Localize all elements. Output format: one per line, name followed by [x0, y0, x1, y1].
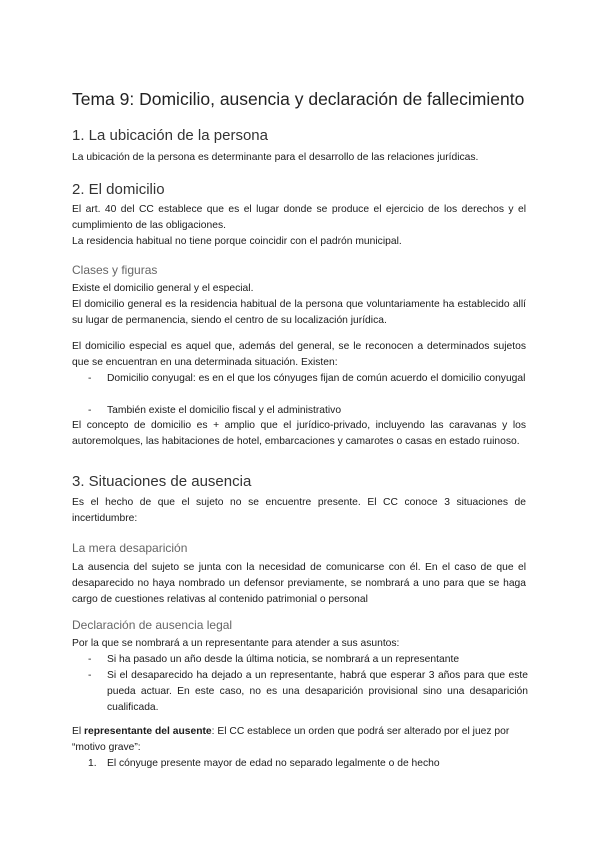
- paragraph: [72, 724, 526, 756]
- list-item: [88, 403, 528, 419]
- list-item-text: El cónyuge presente mayor de edad no separado legalmente o de hecho: [107, 758, 440, 769]
- list-item-text: Domicilio conyugal: es en el que los cónyuges fijan de común acuerdo el domicilio conyugal: [107, 373, 526, 384]
- list-item-text: Si ha pasado un año desde la última noticia, se nombrará a un representante: [107, 654, 460, 665]
- list-number: 1.: [88, 758, 97, 769]
- text-prefix: El: [72, 726, 85, 737]
- list-item: [88, 668, 528, 716]
- subheading-mera-desaparicion: La mera desaparición: [72, 541, 188, 555]
- paragraph: Existe el domicilio general y el especial.: [72, 283, 254, 294]
- text-rest: : El CC establece un orden que podrá ser alterado por el juez por “motivo grave”:: [72, 726, 510, 753]
- bullet-marker: -: [88, 670, 92, 681]
- list-item: [88, 652, 528, 668]
- section-heading-ubicacion: 1. La ubicación de la persona: [72, 127, 268, 144]
- paragraph: Es el hecho de que el sujeto no se encuentre presente. El CC conoce 3 situaciones de incertidumbre:: [72, 497, 526, 524]
- section-heading-domicilio: 2. El domicilio: [72, 181, 165, 198]
- paragraph: El concepto de domicilio es + amplio que el jurídico-privado, incluyendo las caravanas y los autoremolques, las habitaciones de hotel, embarcaciones y camarotes o casas en estado ruinoso.: [72, 420, 526, 447]
- paragraph: Por la que se nombrará a un representante para atender a sus asuntos:: [72, 638, 400, 649]
- paragraph: La residencia habitual no tiene porque coincidir con el padrón municipal.: [72, 236, 402, 247]
- ordered-list-item: [88, 756, 528, 772]
- paragraph: La ausencia del sujeto se junta con la necesidad de comunicarse con él. En el caso de que el desaparecido no haya nombrado un defensor previamente, se nombrará a uno para que se haga cargo de cuestiones relativas al contenido patrimonial o personal: [72, 562, 526, 605]
- list-item-text: Si el desaparecido ha dejado a un representante, habrá que esperar 3 años para que este pueda actuar. En este caso, no es una desaparición provisional sino una desaparición cualificada.: [107, 670, 528, 713]
- paragraph: La ubicación de la persona es determinante para el desarrollo de las relaciones jurídicas.: [72, 152, 479, 163]
- subheading-declaracion-ausencia-legal: Declaración de ausencia legal: [72, 618, 233, 632]
- paragraph: El art. 40 del CC establece que es el lugar donde se produce el ejercicio de los derechos y el cumplimiento de las obligaciones.: [72, 204, 526, 231]
- paragraph: El domicilio especial es aquel que, además del general, se le reconocen a determinados sujetos que se encuentran en una determinada situación. Existen:: [72, 341, 526, 368]
- bullet-marker: -: [88, 654, 92, 665]
- bullet-marker: -: [88, 373, 92, 384]
- page-title: Tema 9: Domicilio, ausencia y declaración de fallecimiento: [72, 89, 525, 109]
- list-item-text: También existe el domicilio fiscal y el administrativo: [107, 405, 342, 416]
- bullet-marker: -: [88, 405, 92, 416]
- bold-term: representante del ausente: [84, 726, 212, 737]
- section-heading-ausencia: 3. Situaciones de ausencia: [72, 473, 252, 490]
- paragraph: El domicilio general es la residencia habitual de la persona que voluntariamente ha establecido allí su lugar de permanencia, siendo el centro de su localización jurídica.: [72, 299, 526, 326]
- list-item: [88, 371, 528, 387]
- subheading-clases-y-figuras: Clases y figuras: [72, 263, 158, 277]
